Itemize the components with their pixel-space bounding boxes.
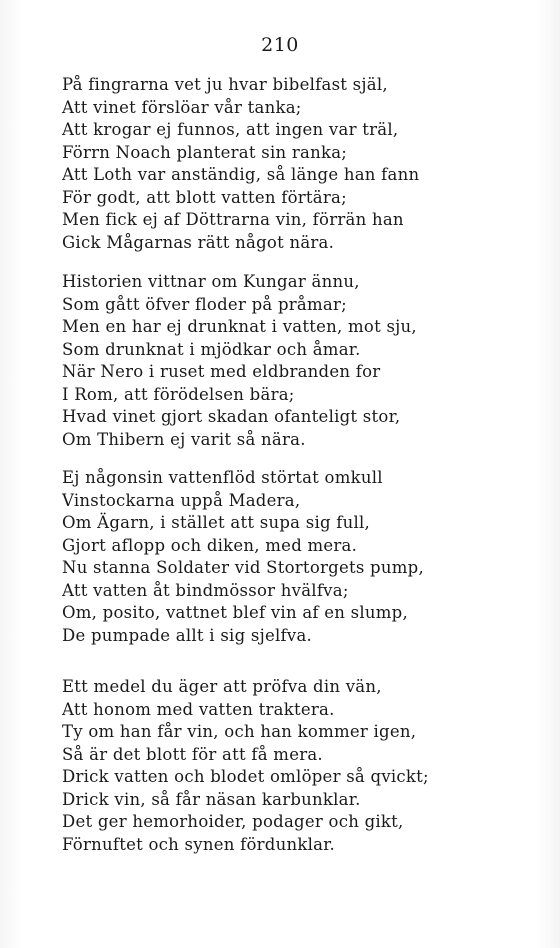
verse-line: Förnuftet och synen fördunklar. xyxy=(62,834,336,854)
verse-line: Att krogar ej funnos, att ingen var träl, xyxy=(62,120,399,139)
verse-line: Gjort aflopp och diken, med mera. xyxy=(62,535,358,555)
verse-line: Förrn Noach planterat sin ranka; xyxy=(62,142,348,162)
stanza-3 xyxy=(62,467,482,647)
stanza-2 xyxy=(62,271,482,451)
verse-line: När Nero i ruset med eldbranden for xyxy=(62,362,381,381)
verse-line: De pumpade allt i sig sjelfva. xyxy=(62,625,313,645)
verse-line: Gick Mågarnas rätt något nära. xyxy=(62,232,335,252)
page-number: 210 xyxy=(261,34,299,56)
verse-line: Om Ägarn, i stället att supa sig full, xyxy=(62,513,371,532)
stanza-4 xyxy=(62,676,482,856)
verse-line: Drick vatten och blodet omlöper så qvickt; xyxy=(62,767,429,786)
verse-line: Ett medel du äger att pröfva din vän, xyxy=(62,677,382,696)
verse-line: Ej någonsin vattenflöd störtat omkull xyxy=(62,468,383,487)
verse-line: För godt, att blott vatten förtära; xyxy=(62,187,347,207)
verse-line: Men en har ej drunknat i vatten, mot sju, xyxy=(62,317,417,336)
verse-line: Historien vittnar om Kungar ännu, xyxy=(62,272,360,291)
verse-line: Att honom med vatten traktera. xyxy=(62,699,335,719)
verse-line: Att Loth var anständig, så länge han fann xyxy=(62,165,420,184)
verse-line: Det ger hemorhoider, podager och gikt, xyxy=(62,812,404,831)
stanza-1 xyxy=(62,74,482,254)
verse-line: Som gått öfver floder på pråmar; xyxy=(62,294,347,314)
verse-line: Vinstockarna uppå Madera, xyxy=(62,490,301,510)
verse-line: Att vinet förslöar vår tanka; xyxy=(62,97,302,117)
verse-line: På fingrarna vet ju hvar bibelfast själ, xyxy=(62,75,388,94)
verse-line: Så är det blott för att få mera. xyxy=(62,744,323,764)
verse-line: Om Thibern ej varit så nära. xyxy=(62,429,306,449)
verse-line: Drick vin, så får näsan karbunklar. xyxy=(62,789,361,809)
verse-line: Ty om han får vin, och han kommer igen, xyxy=(62,722,417,741)
verse-line: Hvad vinet gjort skadan ofanteligt stor, xyxy=(62,407,401,426)
verse-line: Nu stanna Soldater vid Stortorgets pump, xyxy=(62,558,424,577)
verse-line: Att vatten åt bindmössor hvälfva; xyxy=(62,580,349,600)
verse-line: Som drunknat i mjödkar och åmar. xyxy=(62,339,361,359)
verse-line: I Rom, att förödelsen bära; xyxy=(62,384,295,404)
verse-line: Men fick ej af Döttrarna vin, förrän han xyxy=(62,210,404,229)
verse-line: Om, posito, vattnet blef vin af en slump, xyxy=(62,603,408,622)
